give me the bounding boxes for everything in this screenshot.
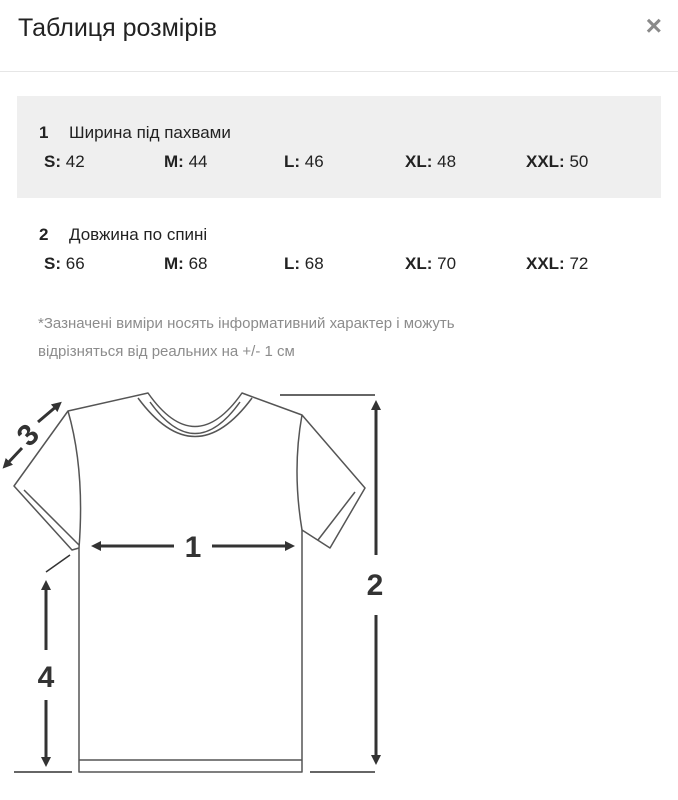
size-value-xl: XL: 70 bbox=[405, 254, 457, 273]
size-value-xxl: XXL: 50 bbox=[526, 152, 589, 171]
size-value-s: S: 42 bbox=[44, 152, 85, 171]
measure-label-3: 3 bbox=[10, 417, 46, 453]
disclaimer-line-1: *Зазначені виміри носять інформативний характер і можуть bbox=[38, 315, 455, 332]
size-value-xl: XL: 48 bbox=[405, 152, 457, 171]
measurement-row-2 bbox=[17, 198, 661, 288]
measurement-number: 1 bbox=[39, 123, 49, 142]
measure-label-1: 1 bbox=[184, 531, 202, 564]
size-value-xxl: XXL: 72 bbox=[526, 254, 589, 273]
measure-arrow-2 bbox=[280, 395, 376, 772]
size-value-m: M: 68 bbox=[164, 254, 208, 273]
close-icon[interactable]: × bbox=[645, 10, 662, 41]
measurement-row-1 bbox=[17, 96, 661, 198]
size-value-s: S: 66 bbox=[44, 254, 85, 273]
measure-label-2: 2 bbox=[366, 569, 384, 602]
size-value-l: L: 46 bbox=[284, 152, 324, 171]
measurement-label: Ширина під пахвами bbox=[69, 123, 231, 142]
measurement-label: Довжина по спині bbox=[69, 225, 208, 244]
tshirt-outline bbox=[14, 393, 365, 772]
measurement-title bbox=[39, 225, 207, 245]
measurement-number: 2 bbox=[39, 225, 49, 244]
tshirt-diagram bbox=[0, 382, 400, 782]
measure-label-4: 4 bbox=[37, 661, 55, 694]
measurement-title bbox=[39, 123, 231, 143]
disclaimer-line-2: відрізняться від реальних на +/- 1 см bbox=[38, 343, 295, 360]
size-value-l: L: 68 bbox=[284, 254, 324, 273]
modal-title: Таблиця розмірів bbox=[18, 14, 218, 42]
size-value-m: M: 44 bbox=[164, 152, 208, 171]
modal-header bbox=[0, 0, 678, 72]
size-disclaimer bbox=[38, 310, 638, 366]
